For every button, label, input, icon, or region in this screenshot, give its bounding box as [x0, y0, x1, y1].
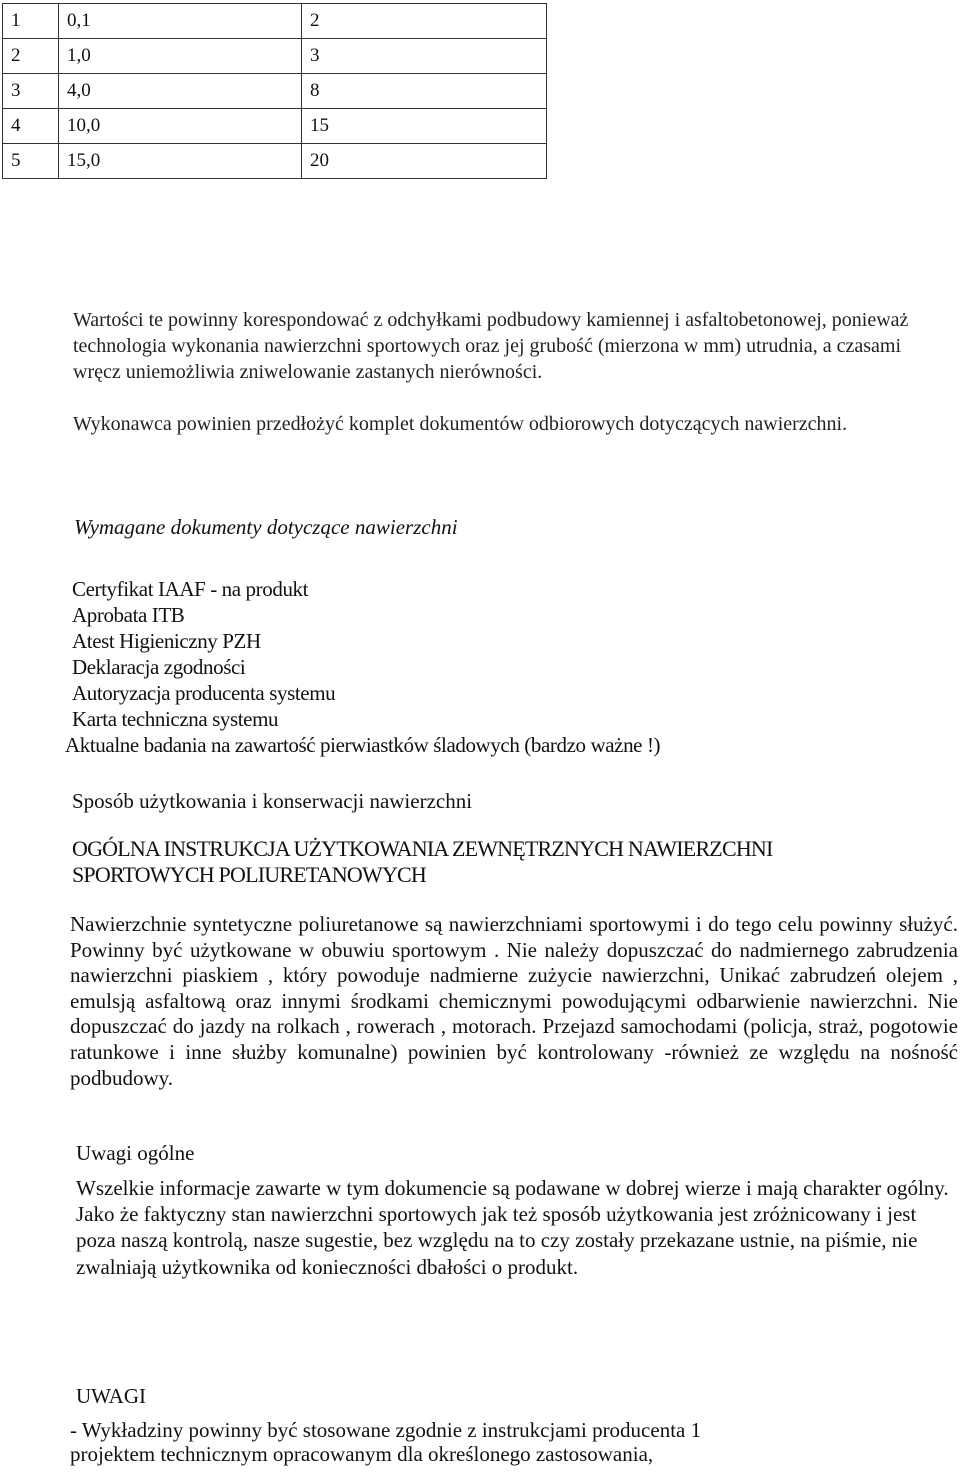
- table-cell: 10,0: [59, 109, 302, 144]
- general-notes-heading: Uwagi ogólne: [76, 1141, 195, 1165]
- notice-line-1: - Wykładziny powinny być stosowane zgodnie z instrukcjami producenta 1: [70, 1418, 702, 1442]
- table-cell: 4: [3, 109, 59, 144]
- table-cell: 8: [302, 74, 547, 109]
- document-item: Autoryzacja producenta systemu: [72, 681, 336, 705]
- table-row: [3, 39, 547, 74]
- usage-heading: Sposób użytkowania i konserwacji nawierzchni: [72, 789, 473, 813]
- table-cell: 5: [3, 144, 59, 179]
- document-item: Aktualne badania na zawartość pierwiastków śladowych (bardzo ważne !): [65, 733, 661, 757]
- table-cell: 3: [3, 74, 59, 109]
- document-item: Certyfikat IAAF - na produkt: [72, 577, 309, 601]
- instruction-title-line-1: OGÓLNA INSTRUKCJA UŻYTKOWANIA ZEWNĘTRZNYCH NAWIERZCHNI: [72, 836, 773, 861]
- table-cell: 20: [302, 144, 547, 179]
- instruction-title: [72, 836, 773, 888]
- table-cell: 15: [302, 109, 547, 144]
- table-row: [3, 144, 547, 179]
- table-row: [3, 4, 547, 39]
- table-cell: 2: [302, 4, 547, 39]
- table-cell: 0,1: [59, 4, 302, 39]
- notice-heading: UWAGI: [76, 1384, 146, 1408]
- table-cell: 3: [302, 39, 547, 74]
- document-item: Deklaracja zgodności: [72, 655, 246, 679]
- general-notes-body: Wszelkie informacje zawarte w tym dokumencie są podawane w dobrej wierze i mają charakter ogólny. Jako że faktyczny stan nawierzchni sportowych jak też sposób użytkowania jest zróżnicowany i jest poza naszą kontrolą, nasze sugestie, bez względu na to czy zostały przekazane ustnie, na piśmie, nie zwalniają użytkownika od konieczności dbałości o produkt.: [76, 1176, 949, 1279]
- table-cell: 1: [3, 4, 59, 39]
- usage-body: Nawierzchnie syntetyczne poliuretanowe są nawierzchniami sportowymi i do tego celu powinny służyć. Powinny być użytkowane w obuwiu sportowym . Nie należy dopuszczać do nadmiernego zabrudzenia nawierzchni piaskiem , który powoduje nadmierne zużycie nawierzchni, Unikać zabrudzeń olejem , emulsją asfaltową oraz innymi środkami chemicznymi powodującymi odbarwienie nawierzchni. Nie dopuszczać do jazdy na rolkach , rowerach , motorach. Przejazd samochodami (policja, straż, pogotowie ratunkowe i inne służby komunalne) powinien być kontrolowany -również ze względu na nośność podbudowy.: [70, 912, 958, 1090]
- table-cell: 2: [3, 39, 59, 74]
- notice-body: [70, 1418, 950, 1466]
- table-row: [3, 109, 547, 144]
- tolerance-table: [2, 3, 547, 179]
- table-cell: 1,0: [59, 39, 302, 74]
- intro-paragraph: Wartości te powinny korespondować z odchyłkami podbudowy kamiennej i asfaltobetonowej, ponieważ technologia wykonania nawierzchni sportowych oraz jej grubość (mierzona w mm) utrudnia, a czasami wręcz uniemożliwia zniwelowanie zastanych nierówności.: [73, 309, 909, 384]
- documents-heading: Wymagane dokumenty dotyczące nawierzchni: [74, 515, 458, 539]
- table-body: [3, 4, 547, 179]
- notice-line-2: projektem technicznym opracowanym dla określonego zastosowania,: [70, 1442, 654, 1466]
- table-row: [3, 74, 547, 109]
- table-cell: 15,0: [59, 144, 302, 179]
- document-item: Atest Higieniczny PZH: [72, 629, 261, 653]
- documents-list: [65, 576, 661, 758]
- document-item: Aprobata ITB: [72, 603, 185, 627]
- document-item: Karta techniczna systemu: [72, 707, 279, 731]
- intro-paragraph-2: Wykonawca powinien przedłożyć komplet dokumentów odbiorowych dotyczących nawierzchni.: [73, 413, 848, 435]
- instruction-title-line-2: SPORTOWYCH POLIURETANOWYCH: [72, 862, 426, 887]
- table-cell: 4,0: [59, 74, 302, 109]
